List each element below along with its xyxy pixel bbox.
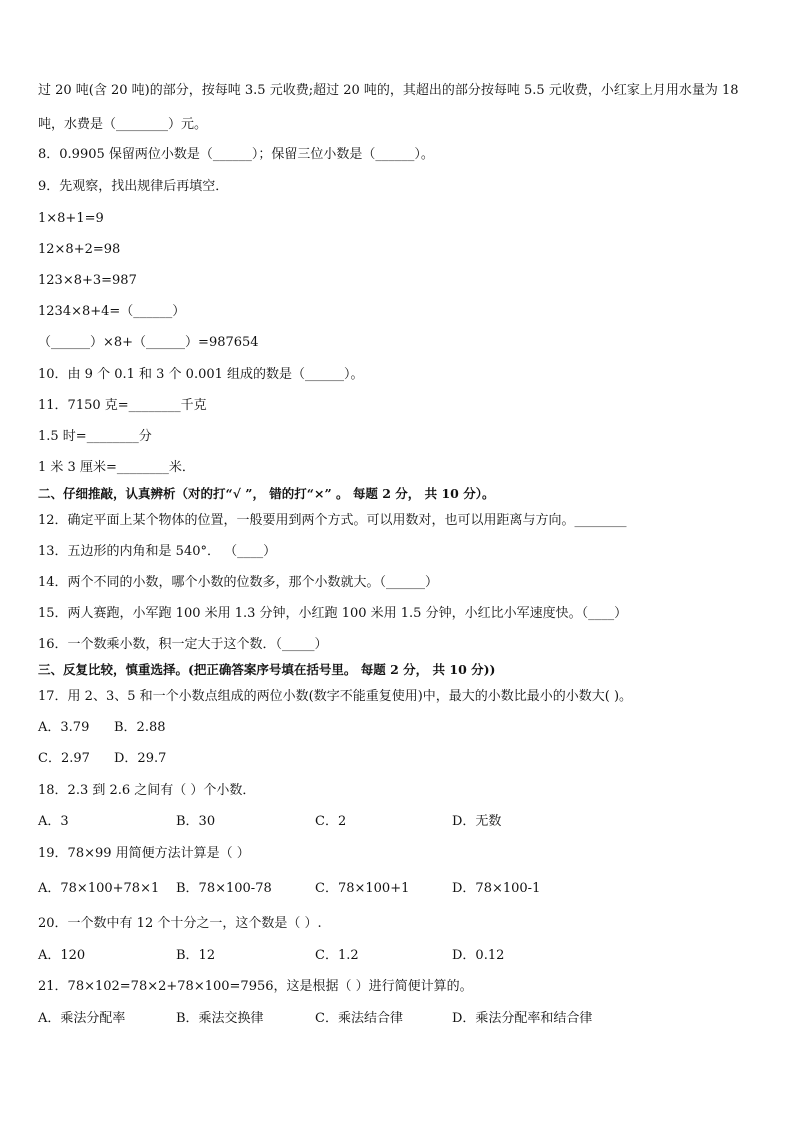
line-q18: 18．2.3 到 2.6 之间有（ ）个小数． [38, 783, 256, 798]
line-p3: 123×8+3=987 [38, 273, 137, 288]
option-q20b: B．12 [176, 948, 216, 963]
option-q19c: C．78×100+1 [315, 881, 410, 896]
line-p4: 1234×8+4=（______） [38, 304, 186, 319]
line-q21: 21．78×102=78×2+78×100=7956，这是根据（ ）进行简便计算的。 [38, 979, 473, 994]
line-q9: 9．先观察，找出规律后再填空． [38, 179, 229, 194]
line-sec2: 二、仔细推敲，认真辨析（对的打“√ ”， 错的打“×” 。 每题 2 分， 共 10 分）。 [38, 486, 495, 501]
option-q21c: C．乘法结合律 [315, 1011, 403, 1026]
option-q20a: A．120 [38, 948, 86, 963]
option-q21a: A．乘法分配率 [38, 1011, 126, 1026]
line-q19: 19．78×99 用简便方法计算是（ ） [38, 846, 250, 861]
line-q11b: 1.5 时=________分 [38, 429, 152, 444]
option-q17a: A．3.79 [38, 720, 90, 735]
option-q19a: A．78×100+78×1 [38, 881, 160, 896]
line-q11: 11．7150 克=________千克 [38, 398, 207, 413]
line-q8: 8．0.9905 保留两位小数是（______）；保留三位小数是（______）。 [38, 147, 434, 162]
line-p5: （______）×8+（______）=987654 [38, 335, 259, 350]
line-q20: 20．一个数中有 12 个十分之一，这个数是（ ）. [38, 916, 322, 931]
option-q21b: B．乘法交换律 [176, 1011, 264, 1026]
line-q11c: 1 米 3 厘米=________米． [38, 460, 195, 475]
option-q19d: D．78×100-1 [452, 881, 541, 896]
option-q19b: B．78×100-78 [176, 881, 272, 896]
option-q20c: C．1.2 [315, 948, 359, 963]
line-q10: 10．由 9 个 0.1 和 3 个 0.001 组成的数是（______）。 [38, 367, 364, 382]
line-p2: 12×8+2=98 [38, 242, 121, 257]
option-q18b: B．30 [176, 814, 216, 829]
line-q17: 17．用 2、3、5 和一个小数点组成的两位小数(数字不能重复使用)中，最大的小数比最小的小数大( )。 [38, 689, 633, 704]
option-q17b: B．2.88 [114, 720, 166, 735]
option-q20d: D．0.12 [452, 948, 505, 963]
option-q21d: D．乘法分配率和结合律 [452, 1011, 593, 1026]
option-q18a: A．3 [38, 814, 69, 829]
line-l1: 过 20 吨(含 20 吨)的部分，按每吨 3.5 元收费;超过 20 吨的，其超出的部分按每吨 5.5 元收费，小红家上月用水量为 18 [38, 83, 739, 98]
line-q12: 12．确定平面上某个物体的位置，一般要用到两个方式。可以用数对，也可以用距离与方向。________ [38, 513, 627, 528]
line-q16: 16．一个数乘小数，积一定大于这个数．（_____） [38, 637, 328, 652]
option-q18d: D．无数 [452, 814, 502, 829]
line-l2: 吨，水费是（________）元。 [38, 117, 208, 132]
line-q14: 14．两个不同的小数，哪个小数的位数多，那个小数就大。（______） [38, 575, 439, 590]
option-q17c: C．2.97 [38, 751, 90, 766]
option-q18c: C．2 [315, 814, 347, 829]
option-q17d: D．29.7 [114, 751, 167, 766]
line-q13: 13．五边形的内角和是 540°． （____） [38, 544, 277, 559]
line-q15: 15．两人赛跑，小军跑 100 米用 1.3 分钟，小红跑 100 米用 1.5 分钟，小红比小军速度快。（____） [38, 606, 628, 621]
line-sec3: 三、反复比较，慎重选择。(把正确答案序号填在括号里。 每题 2 分， 共 10 分)) [38, 662, 496, 677]
line-p1: 1×8+1=9 [38, 211, 104, 226]
